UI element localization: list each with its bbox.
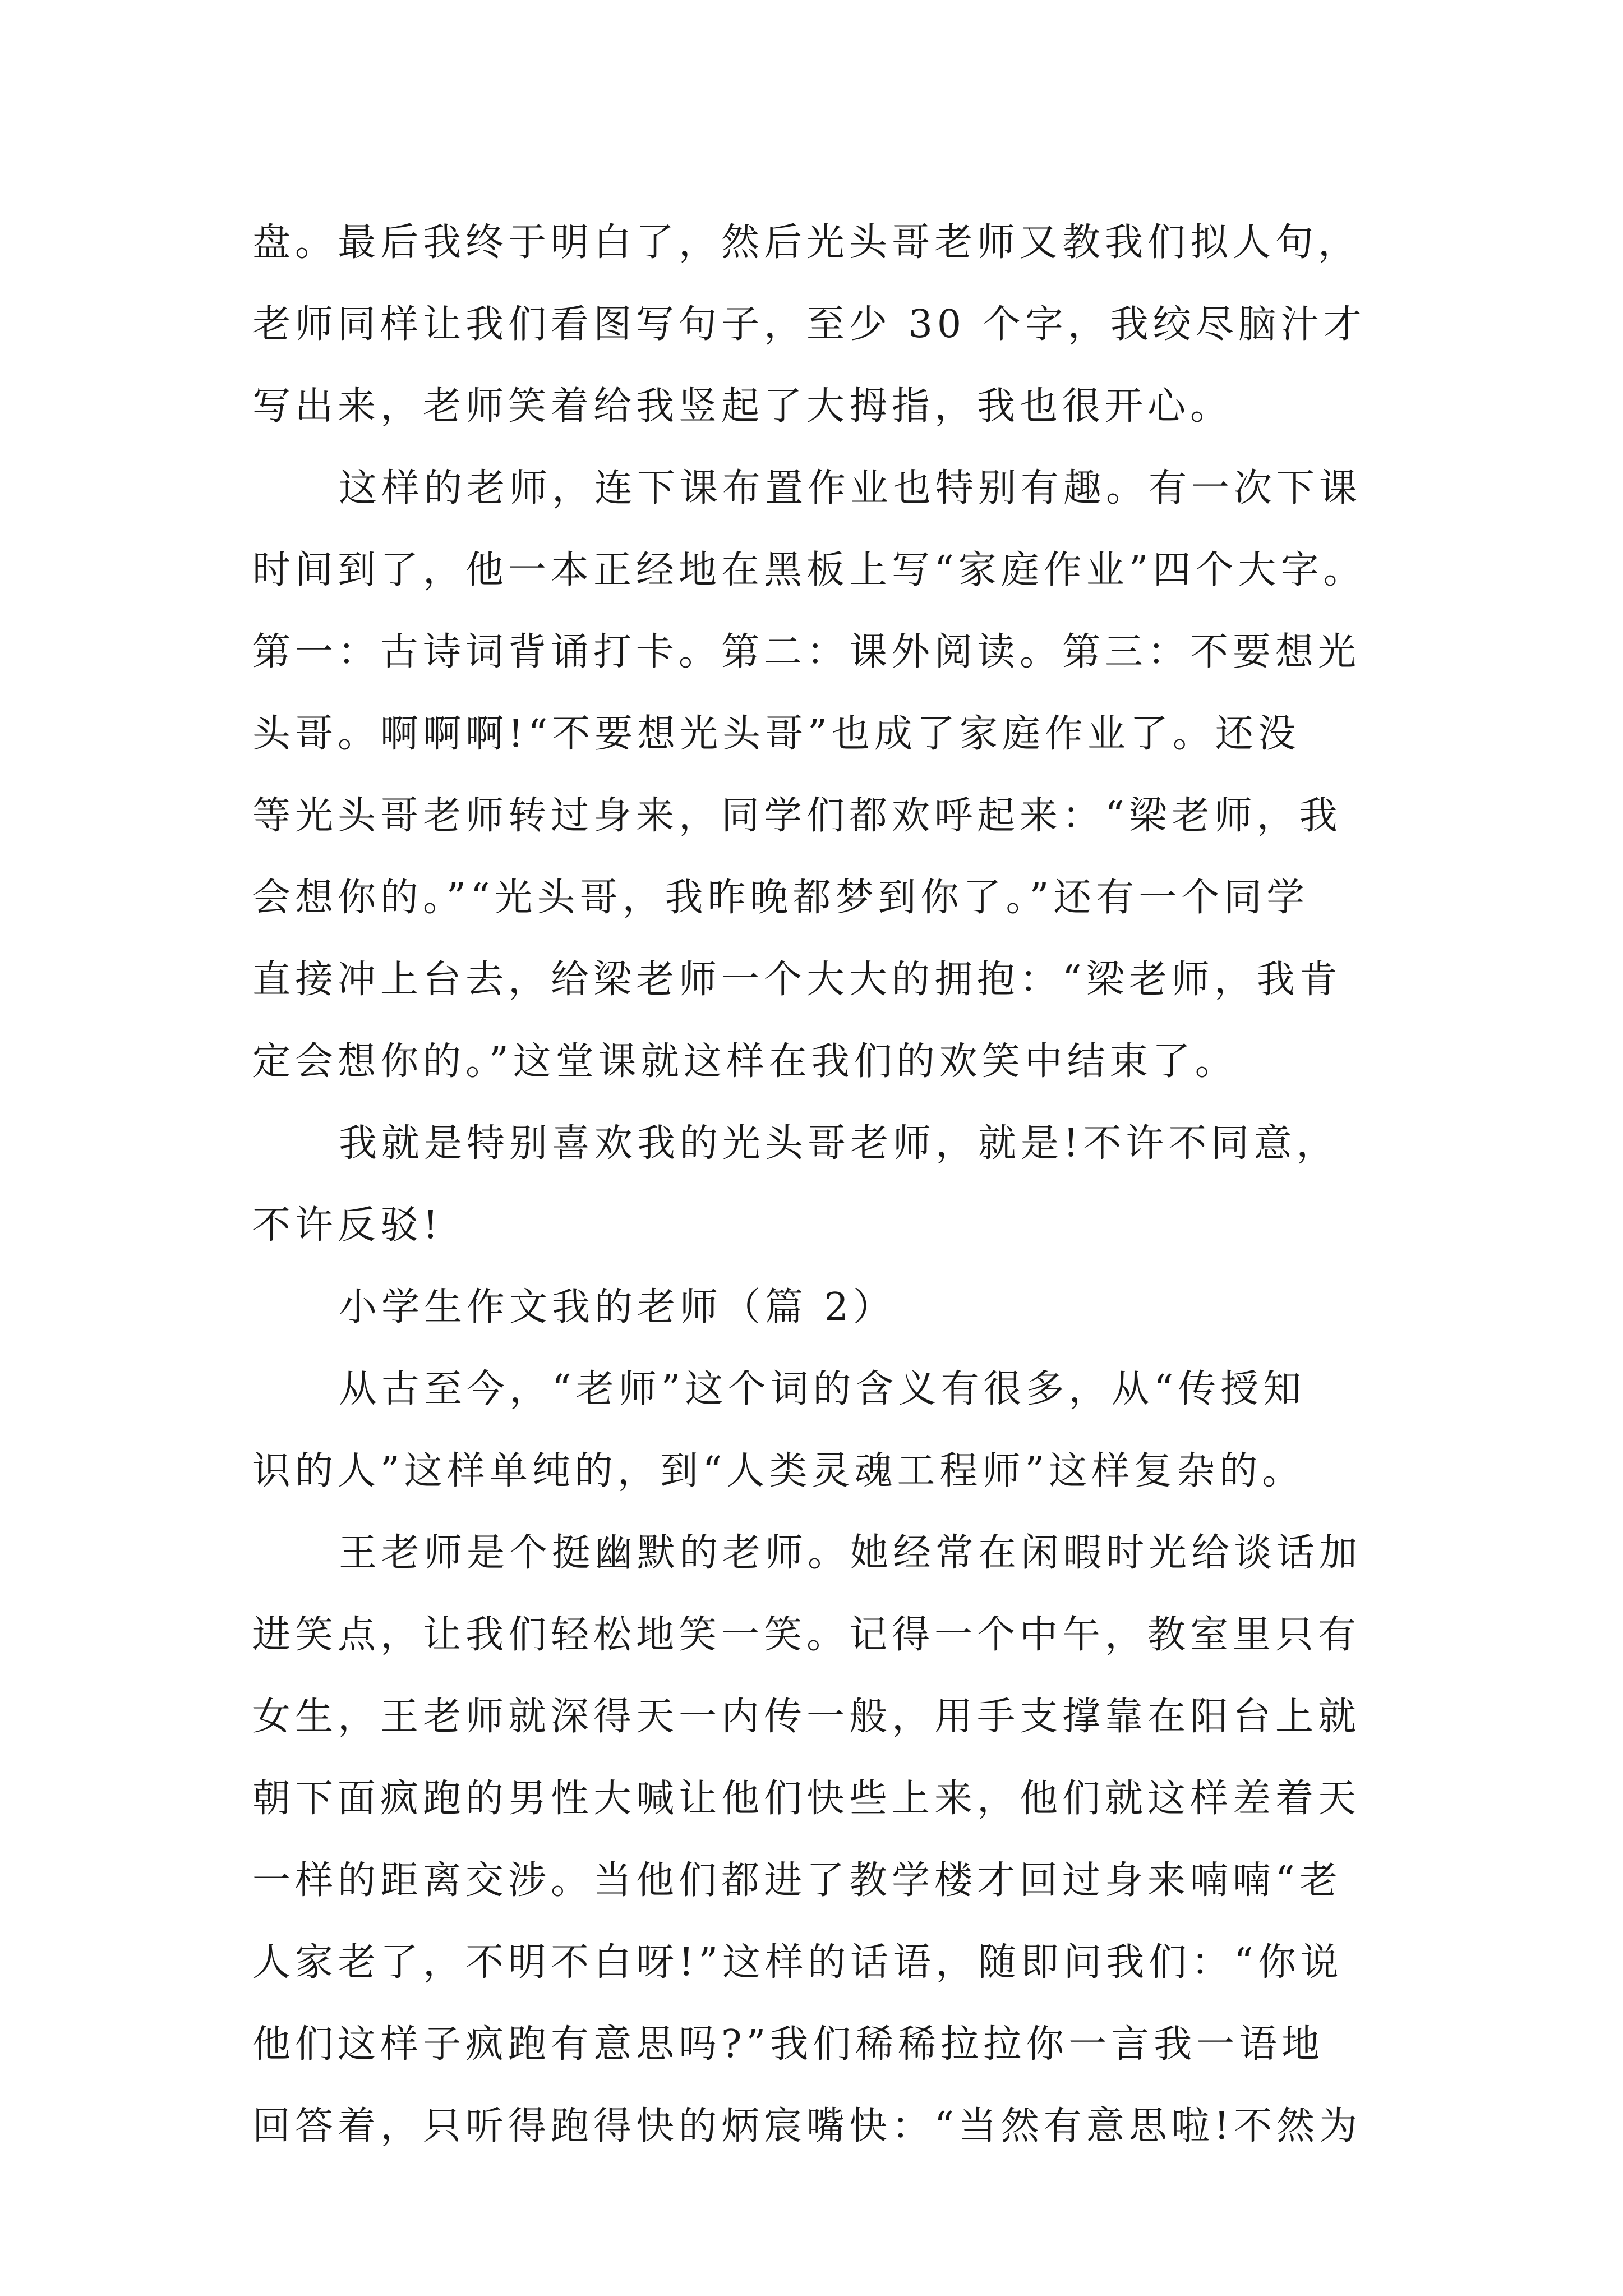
text-line: 直接冲上台去，给梁老师一个大大的拥抱：“梁老师，我肯 <box>252 958 1342 1002</box>
text-line: 会想你的。”“光头哥，我昨晚都梦到你了。”还有一个同学 <box>252 876 1310 920</box>
text-line: 老师同样让我们看图写句子，至少 30 个字，我绞尽脑汁才 <box>252 302 1366 347</box>
text-line: 我就是特别喜欢我的光头哥老师，就是!不许不同意， <box>339 1121 1339 1166</box>
text-line: 等光头哥老师转过身来，同学们都欢呼起来：“梁老师，我 <box>252 794 1342 838</box>
text-line: 人家老了，不明不白呀!”这样的话语，随即问我们：“你说 <box>252 1940 1343 1985</box>
text-line: 朝下面疯跑的男性大喊让他们快些上来，他们就这样差着天 <box>252 1777 1361 1821</box>
text-line: 不许反驳! <box>252 1203 443 1248</box>
text-line: 第一：古诗词背诵打卡。第二：课外阅读。第三：不要想光 <box>252 630 1361 674</box>
text-line: 进笑点，让我们轻松地笑一笑。记得一个中午，教室里只有 <box>252 1613 1361 1657</box>
text-line: 回答着，只听得跑得快的炳宸嘴快：“当然有意思啦!不然为 <box>252 2104 1362 2148</box>
text-line: 这样的老师，连下课布置作业也特别有趣。有一次下课 <box>339 466 1362 510</box>
text-line: 定会想你的。”这堂课就这样在我们的欢笑中结束了。 <box>252 1039 1238 1084</box>
text-line: 王老师是个挺幽默的老师。她经常在闲暇时光给谈话加 <box>339 1531 1362 1575</box>
text-line: 写出来，老师笑着给我竖起了大拇指，我也很开心。 <box>252 384 1233 429</box>
text-line: 女生，王老师就深得天一内传一般，用手支撑靠在阳台上就 <box>252 1695 1361 1739</box>
text-line: 一样的距离交涉。当他们都进了教学楼才回过身来喃喃“老 <box>252 1858 1342 1903</box>
text-line: 时间到了，他一本正经地在黑板上写“家庭作业”四个大字。 <box>252 548 1366 592</box>
text-line: 盘。最后我终于明白了，然后光头哥老师又教我们拟人句， <box>252 220 1361 265</box>
text-line: 头哥。啊啊啊!“不要想光头哥”也成了家庭作业了。还没 <box>252 712 1301 756</box>
section-heading: 小学生作文我的老师（篇 2） <box>339 1285 896 1329</box>
text-line: 识的人”这样单纯的，到“人类灵魂工程师”这样复杂的。 <box>252 1449 1305 1493</box>
text-line: 从古至今，“老师”这个词的含义有很多，从“传授知 <box>339 1367 1306 1411</box>
text-line: 他们这样子疯跑有意思吗?”我们稀稀拉拉你一言我一语地 <box>252 2022 1325 2067</box>
